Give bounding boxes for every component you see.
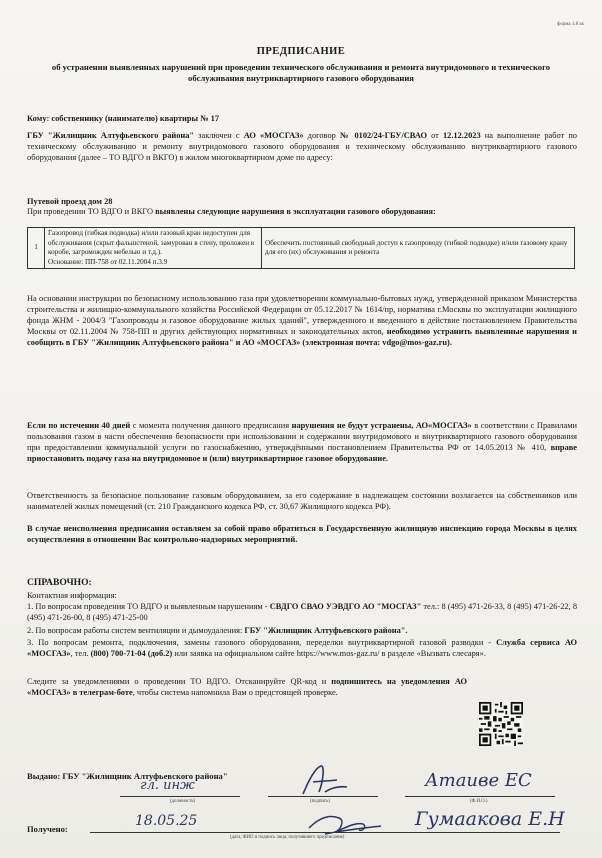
reference-text: , тел. <box>70 649 91 658</box>
warning-bold: нарушения не будут устранены, АО«МОСГАЗ» <box>291 421 472 430</box>
qr-code[interactable] <box>479 702 523 746</box>
contract-number: № 0102/24-ГБУ/СВАО <box>339 131 427 140</box>
warning-text: с момента получения данного предписания <box>130 421 292 430</box>
reference-text: 3. По вопросам ремонта, подключения, замены газового оборудования, переделки внутриквартирной газовой разводки - <box>27 638 497 647</box>
violations-table <box>27 227 575 269</box>
receiver-signature <box>305 808 385 838</box>
violation-description-cell <box>45 228 262 269</box>
violations-intro <box>27 206 577 217</box>
warning-deadline: Если по истечении 40 дней <box>27 421 131 430</box>
violation-basis: Основание: ПП-758 от 02.11.2004 п.3.9 <box>48 257 168 266</box>
reference-item-2 <box>27 625 577 636</box>
notification-text: , чтобы система напомнила Вам о предстоящей проверке. <box>132 688 338 697</box>
warning-consequence: вправе приостановить подачу газа на внутридомовое и (или) внутриквартирное газовое оборудование. <box>27 443 577 463</box>
inspection-paragraph: В случае неисполнения предписания оставляем за собой право обратиться в Государственную жилищную инспекцию города Москвы в целях осуществления в отношении Вас контрольно-надзорных мероприятий. <box>27 524 577 544</box>
notification-paragraph <box>27 676 467 698</box>
violations-intro-text: При проведении ТО ВДГО и ВКГО <box>27 207 156 216</box>
legal-basis-paragraph <box>27 293 577 348</box>
violation-description: Газопровод (гибкая подводка) и/или газовый кран недоступен для обслуживания (скрыт фальшстеной, замурован в стену, проложен в коробе, загроможден мебелью и т.д.). <box>48 229 255 257</box>
reference-org: Служба сервиса АО «МОСГАЗ» <box>27 638 577 658</box>
reference-text: или заявка на официальном сайте https://www.mos-gaz.ru/ в разделе «Вызвать слесаря». <box>172 649 486 658</box>
issued-by-label: Выдано: ГБУ "Жилищник Алтуфьевского района" <box>27 771 228 781</box>
customer-name: АО «МОСГАЗ» <box>243 131 304 140</box>
intro-text: от <box>431 131 443 140</box>
contractor-name: ГБУ "Жилищник Алтуфьевского района" <box>27 131 195 140</box>
reference-phone: (800) 700-71-04 (доб.2) <box>90 649 173 658</box>
position-caption: (должность) <box>170 799 196 804</box>
reference-org: СВДГО СВАО УЭВДГО АО "МОСГАЗ" <box>269 602 422 611</box>
reference-phones: тел.: 8 (495) 471-26-33, 8 (495) 471-26-22, 8 (495) 471-26-00, 8 (495) 471-25-00 <box>27 602 578 622</box>
reference-item-1 <box>27 601 577 623</box>
warning-paragraph <box>27 420 577 464</box>
handwritten-date: 18.05.25 <box>135 813 198 829</box>
handwritten-position: гл. инж <box>140 778 195 793</box>
form-number-note: форма 1.8 ак <box>557 22 584 27</box>
contract-date: 12.12.2023 <box>442 131 481 140</box>
reference-title: СПРАВОЧНО: <box>27 577 92 588</box>
responsibility-paragraph: Ответственность за безопасное пользование газовым оборудованием, за его содержание в надлежащем состоянии возлагается на собственников или нанимателей жилых помещений (ст. 210 Гражданского кодекса РФ, ст. 30,67 Жилищного кодекса РФ). <box>27 491 577 511</box>
document-title: ПРЕДПИСАНИЕ <box>256 46 346 57</box>
received-label: Получено: <box>27 824 68 834</box>
contract-paragraph <box>27 130 577 163</box>
intro-text: заключен с <box>194 131 244 140</box>
reference-text: 1. По вопросам проведения ТО ВДГО и выявленным нарушениям - <box>27 602 270 611</box>
recipient-line: Кому: собственнику (нанимателю) квартиры № 17 <box>27 114 220 123</box>
violation-number: 1 <box>28 228 45 269</box>
reference-text: 2. По вопросам работы систем вентиляции и дымоудаления: <box>27 626 245 635</box>
intro-text: на выполнение работ по техническому обслуживанию и ремонту внутридомового газового оборудования и техническому обслуживанию внутриквартирного газового оборудования (далее – ТО ВДГО и ВКГО) в жилом многоквартирном доме по адресу: <box>27 131 577 162</box>
issuer-name-line <box>405 796 555 797</box>
address-line: Путевой проезд дом 28 <box>27 197 113 206</box>
notification-bold: подпишитесь на уведомления АО «МОСГАЗ» в телеграм-боте <box>27 677 467 697</box>
intro-text: договор <box>303 131 340 140</box>
legal-basis-demand: необходимо устранить выявленные нарушения и сообщить в ГБУ "Жилищник Алтуфьевского района" и АО «МОСГАЗ» (электронная почта: vdgo@mos-gaz.ru). <box>27 327 577 347</box>
reference-org: ГБУ "Жилищник Алтуфьевского района". <box>244 626 408 635</box>
violation-remedy: Обеспечить постоянный свободный доступ к газопроводу (гибкой подводке) и/или газовому крану для его (их) обслуживания и ремонта <box>262 228 575 269</box>
warning-text: в соответствии с Правилами пользования газом в части обеспечения безопасности при использовании и содержании внутридомового и внутриквартирного газового оборудования при предоставлении коммунальной услуги по газоснабжению, утверждёнными постановлением Правительства РФ от 14.05.2013 № 410, <box>27 421 577 452</box>
notification-text: Следите за уведомлениями о проведении ТО ВДГО. Отсканируйте QR-код и <box>27 677 332 686</box>
legal-basis-text: На основании инструкции по безопасному использованию газа при удовлетворении коммунально-бытовых нужд, утвержденной приказом Министерства строительства и жилищно-коммунального хозяйства Российской Федерации от 05.12.2017 № 1614/пр, норматива г.Москвы по эксплуатации жилищного фонда ЖНМ - 2004/3 "Газопроводы и газовое оборудование жилых зданий", утвержденного и введенного в действие постановлением Правительства Москвы от 02.11.2004 № 758-ПП и других действующих нормативных и законодательных актов, <box>27 294 577 336</box>
table-row <box>28 228 575 269</box>
position-line <box>120 796 240 797</box>
violations-intro-bold: выявлены следующие нарушения в эксплуатации газового оборудования: <box>155 207 436 216</box>
document-subtitle: об устранении выявленных нарушений при проведении технического обслуживания и ремонта внутридомового и технического обслуживания внутриквартирного газового оборудования <box>51 62 551 83</box>
handwritten-issuer-name: Атаиве ЕС <box>425 770 532 791</box>
handwritten-receiver-name: Гумаакова Е.Н <box>415 808 565 830</box>
reference-item-3 <box>27 637 577 659</box>
received-caption: (дата, ФИО и подпись лица, получившего предписание) <box>230 835 345 840</box>
signature-caption: (подпись) <box>310 799 330 804</box>
fio-caption: (Ф.И.О.) <box>470 799 488 804</box>
issuer-signature <box>295 762 355 798</box>
contacts-heading: Контактная информация: <box>27 591 117 600</box>
